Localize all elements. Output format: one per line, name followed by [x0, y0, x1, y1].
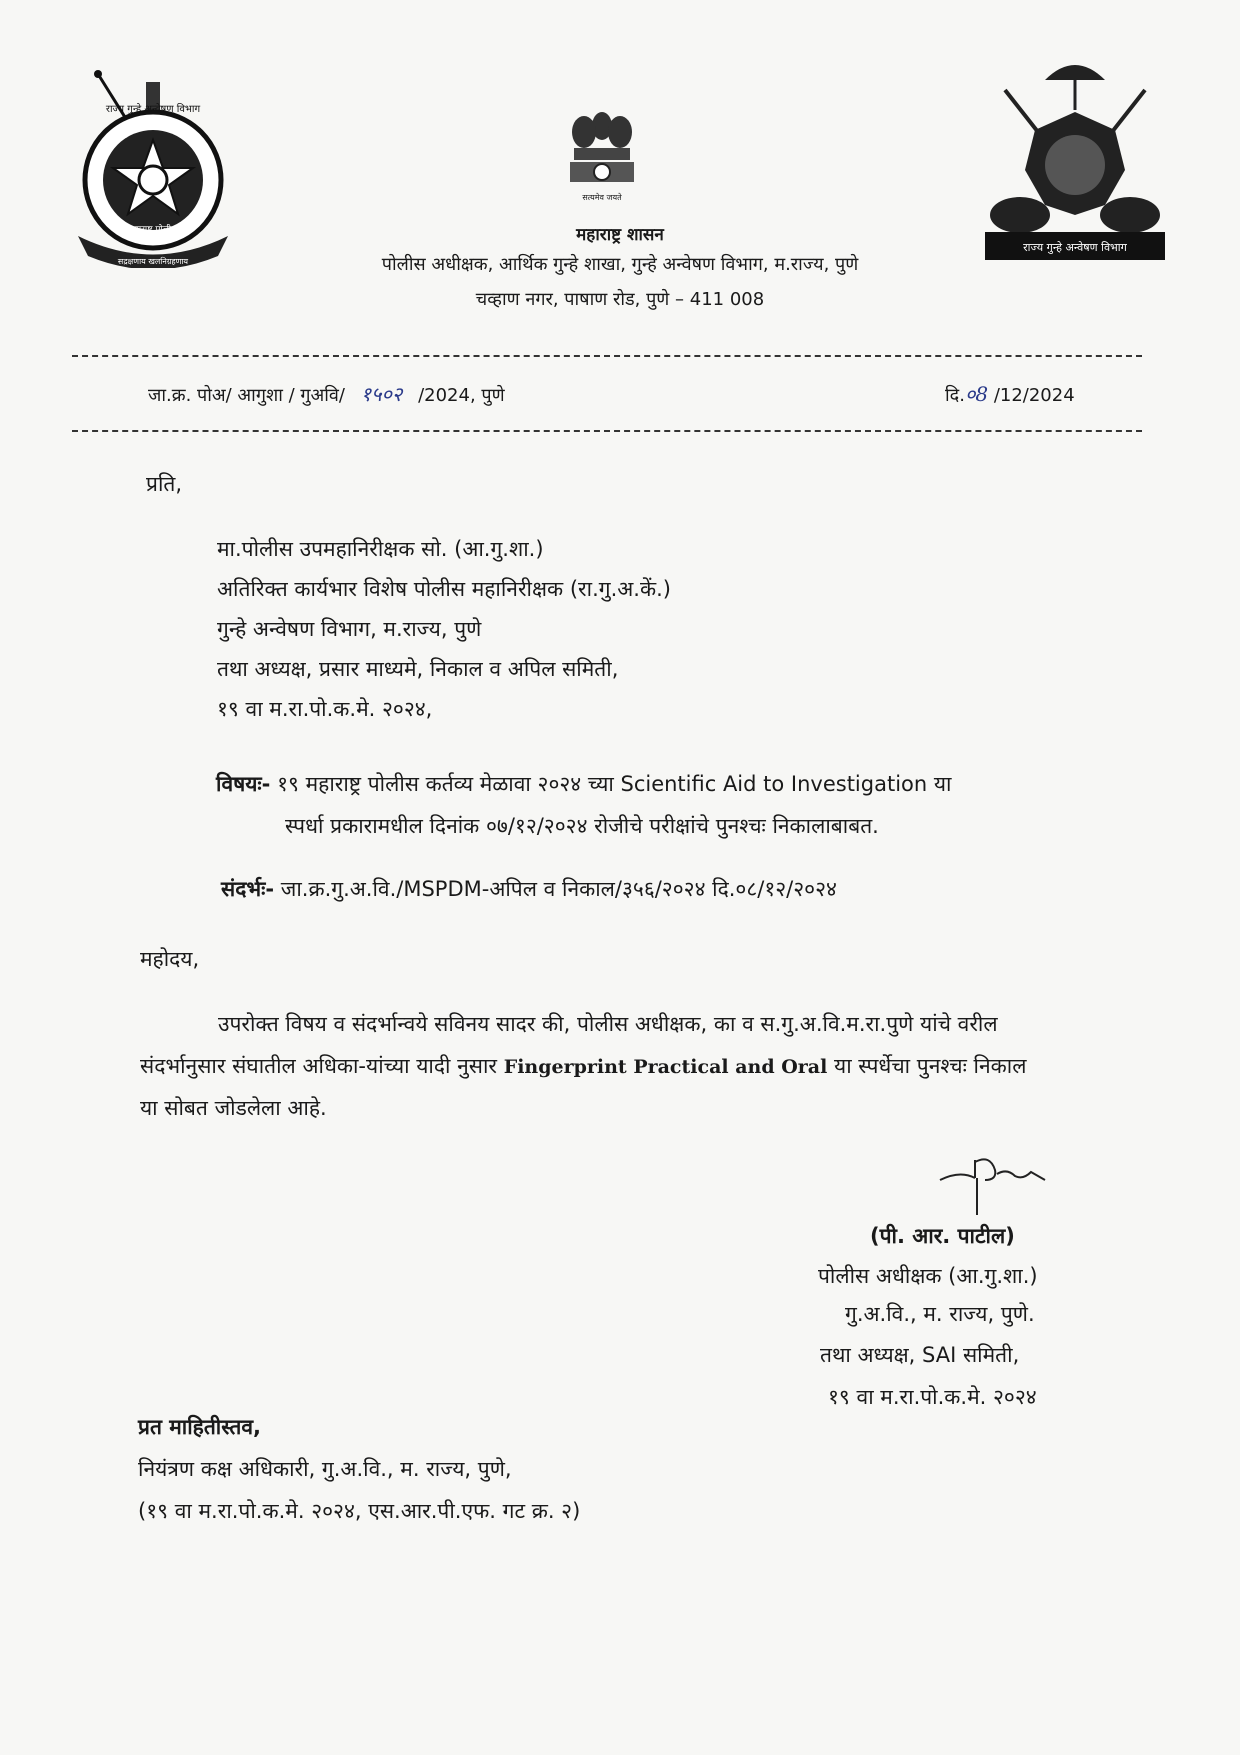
signatory-name: (पी. आर. पाटील)	[870, 1224, 1015, 1248]
recipient-line: तथा अध्यक्ष, प्रसार माध्यमे, निकाल व अपिल समिती,	[217, 657, 619, 681]
signatory-event: १९ वा म.रा.पो.क.मे. २०२४	[828, 1385, 1037, 1409]
subject-label: विषयः-	[216, 772, 271, 796]
logo-scroll-text: सद्रक्षणाय खलनिग्रहणाय	[117, 257, 189, 266]
reference-text: जा.क्र.गु.अ.वि./MSPDM-अपिल व निकाल/३५६/२०२४ दि.०८/१२/२०२४	[280, 877, 837, 901]
subject-line1: १९ महाराष्ट्र पोलीस कर्तव्य मेळावा २०२४ च्या Scientific Aid to Investigation या	[277, 772, 952, 796]
outward-prefix: जा.क्र. पोअ/ आगुशा / गुअवि/	[148, 385, 345, 406]
copy-to-line1: नियंत्रण कक्ष अधिकारी, गु.अ.वि., म. राज्य, पुणे,	[138, 1457, 512, 1481]
office-name: पोलीस अधीक्षक, आर्थिक गुन्हे शाखा, गुन्हे अन्वेषण विभाग, म.राज्य, पुणे	[381, 254, 859, 275]
outward-number	[148, 380, 505, 407]
recipient-line: गुन्हे अन्वेषण विभाग, म.राज्य, पुणे	[217, 617, 482, 641]
date-prefix: दि.	[945, 385, 965, 406]
govt-title: महाराष्ट्र शासन	[576, 225, 664, 245]
body-line3: या सोबत जोडलेला आहे.	[140, 1096, 327, 1120]
copy-to-title: प्रत माहितीस्तव,	[138, 1415, 262, 1439]
logo-ring-top-text: राज्य गुन्हे अन्वेषण विभाग	[105, 104, 201, 115]
body-line2	[140, 1052, 1026, 1080]
outward-handwritten-number: १५०२	[360, 382, 403, 406]
recipient-line: १९ वा म.रा.पो.क.मे. २०२४,	[217, 697, 433, 721]
national-emblem	[560, 104, 644, 214]
logo-ring-bottom-text: महाराष्ट्र पोलीस	[128, 225, 178, 235]
recipient-line: अतिरिक्त कार्यभार विशेष पोलीस महानिरीक्षक (रा.गु.अ.कें.)	[217, 577, 671, 601]
subject	[216, 770, 952, 798]
date-handwritten-day: ०8	[964, 382, 989, 406]
body-line1: उपरोक्त विषय व संदर्भान्वये सविनय सादर की, पोलीस अधीक्षक, का व स.गु.अ.वि.म.रा.पुणे यांचे वरील	[218, 1012, 998, 1036]
date-rest: /12/2024	[993, 385, 1075, 406]
outward-suffix: /2024, पुणे	[418, 385, 505, 406]
body-line2-start: संदर्भानुसार संघातील अधिका-यांच्या यादी नुसार	[140, 1054, 498, 1078]
reference-label: संदर्भः-	[221, 877, 275, 901]
divider-bottom	[72, 430, 1142, 432]
handwritten-signature	[935, 1150, 1055, 1220]
subject-line2: स्पर्धा प्रकारामधील दिनांक ०७/१२/२०२४ रोजीचे परीक्षांचे पुनश्चः निकालाबाबत.	[285, 814, 879, 838]
copy-to-line2: (१९ वा म.रा.पो.क.मे. २०२४, एस.आर.पी.एफ. गट क्र. २)	[138, 1499, 581, 1523]
signatory-designation: पोलीस अधीक्षक (आ.गु.शा.)	[818, 1264, 1038, 1288]
emblem-motto: सत्यमेव जयते	[582, 193, 622, 202]
body-line2-end: या स्पर्धेचा पुनश्चः निकाल	[834, 1054, 1027, 1078]
divider-top	[72, 355, 1142, 357]
recipient-salutation: प्रति,	[146, 472, 183, 496]
office-address: चव्हाण नगर, पाषाण रोड, पुणे – 411 008	[475, 289, 765, 310]
crest-banner-text: राज्य गुन्हे अन्वेषण विभाग	[1023, 241, 1127, 254]
letter-date	[945, 380, 1075, 407]
body-line2-bold: Fingerprint Practical and Oral	[503, 1056, 828, 1078]
greeting: महोदय,	[140, 947, 200, 971]
recipient-line: मा.पोलीस उपमहानिरीक्षक सो. (आ.गु.शा.)	[217, 537, 544, 561]
signatory-role: तथा अध्यक्ष, SAI समिती,	[820, 1343, 1020, 1367]
reference	[221, 875, 837, 903]
signatory-dept: गु.अ.वि., म. राज्य, पुणे.	[845, 1302, 1035, 1326]
